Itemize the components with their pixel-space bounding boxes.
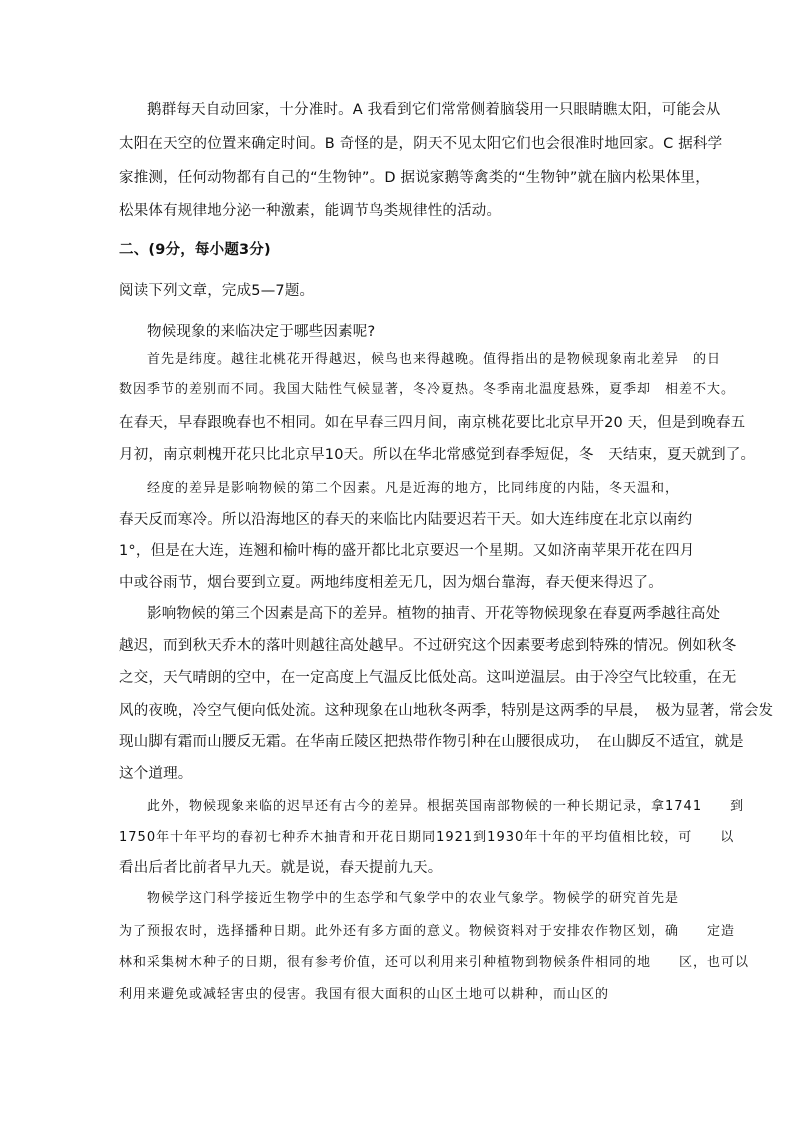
paragraph2-line-4: 月初，南京刺槐开花只比北京早10天。所以在华北常感觉到春季短促，冬 天结束，夏天就到了。 bbox=[119, 447, 756, 463]
paragraph4-line-6: 这个道理。 bbox=[119, 766, 193, 782]
paragraph3-line-3: 1°，但是在大连，连翘和榆叶梅的盛开都比北京要迟一个星期。又如济南苹果开花在四月 bbox=[119, 543, 695, 559]
paragraph2-line-2: 数因季节的差别而不同。我国大陆性气候显著，冬冷夏热。冬季南北温度悬殊，夏季却 相差不大。 bbox=[119, 382, 736, 397]
paragraph6-line-3: 林和采集树木种子的日期，很有参考价值，还可以利用来引种植物到物候条件相同的地 区，也可以 bbox=[119, 955, 750, 970]
instruction-text: 阅读下列文章，完成5—7题。 bbox=[119, 283, 315, 299]
paragraph1-line-3: 家推测，任何动物都有自己的“生物钟”。D 据说家鹅等禽类的“生物钟”就在脑内松果体里， bbox=[119, 170, 710, 186]
paragraph2-line-1: 首先是纬度。越往北桃花开得越迟，候鸟也来得越晚。值得指出的是物候现象南北差异 的日 bbox=[147, 352, 722, 367]
paragraph5-line-3: 看出后者比前者早九天。就是说，春天提前九天。 bbox=[119, 860, 443, 876]
paragraph1-line-1: 鹅群每天自动回家，十分准时。A 我看到它们常常侧着脑袋用一只眼睛瞧太阳，可能会从 bbox=[147, 102, 721, 118]
paragraph4-line-5: 现山脚有霜而山腰反无霜。在华南丘陵区把热带作物引种在山腰很成功， 在山脚反不适宜，就是 bbox=[119, 734, 744, 750]
paragraph4-line-3: 之交，天气晴朗的空中，在一定高度上气温反比低处高。这叫逆温层。由于冷空气比较重，在无 bbox=[119, 670, 737, 686]
paragraph1-line-2: 太阳在天空的位置来确定时间。B 奇怪的是，阴天不见太阳它们也会很准时地回家。C 据科学 bbox=[119, 136, 723, 152]
paragraph3-line-1: 经度的差异是影响物候的第二个因素。凡是近海的地方，比同纬度的内陆，冬天温和， bbox=[147, 481, 680, 496]
paragraph5-line-1: 此外，物候现象来临的迟早还有古今的差异。根据英国南部物候的一种长期记录，拿1741 到 bbox=[147, 799, 745, 814]
article-title: 物候现象的来临决定于哪些因素呢? bbox=[147, 324, 376, 340]
paragraph1-line-4: 松果体有规律地分泌一种激素，能调节鸟类规律性的活动。 bbox=[119, 203, 502, 219]
paragraph3-line-4: 中或谷雨节，烟台要到立夏。两地纬度相差无几，因为烟台靠海，春天便来得迟了。 bbox=[119, 575, 663, 591]
paragraph4-line-2: 越迟，而到秋天乔木的落叶则越往高处越早。不过研究这个因素要考虑到特殊的情况。例如秋冬 bbox=[119, 638, 737, 654]
paragraph2-line-3: 在春天，早春跟晚春也不相同。如在早春三四月间，南京桃花要比北京早开20 天，但是到晚春五 bbox=[119, 415, 746, 431]
paragraph3-line-2: 春天反而寒冷。所以沿海地区的春天的来临比内陆要迟若干天。如大连纬度在北京以南约 bbox=[119, 512, 693, 528]
paragraph4-line-4: 风的夜晚，冷空气便向低处流。这种现象在山地秋冬两季，特别是这两季的早晨， 极为显著，常会发 bbox=[119, 703, 774, 719]
section-heading: 二、(9分，每小题3分) bbox=[119, 242, 271, 258]
paragraph4-line-1: 影响物候的第三个因素是高下的差异。植物的抽青、开花等物候现象在春夏两季越往高处 bbox=[147, 606, 721, 622]
paragraph6-line-1: 物候学这门科学接近生物学中的生态学和气象学中的农业气象学。物候学的研究首先是 bbox=[147, 891, 680, 906]
paragraph5-line-2: 1750年十年平均的春初七种乔木抽青和开花日期同1921到1930年十年的平均值相比较，可 以 bbox=[119, 830, 735, 845]
paragraph6-line-2: 为了预报农时，选择播种日期。此外还有多方面的意义。物候资料对于安排农作物区划，确 定造 bbox=[119, 924, 736, 939]
paragraph6-line-4: 利用来避免或减轻害虫的侵害。我国有很大面积的山区土地可以耕种，而山区的 bbox=[119, 987, 610, 1002]
